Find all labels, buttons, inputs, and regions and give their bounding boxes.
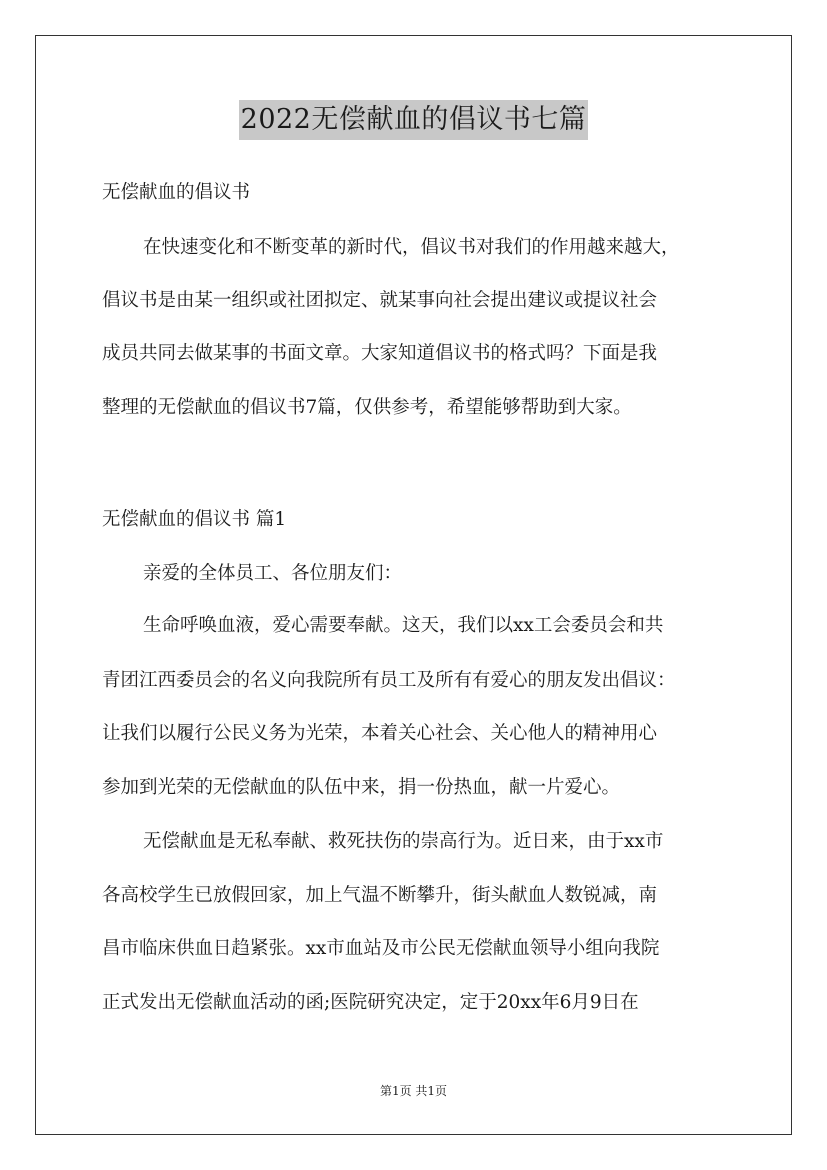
- section-heading: 无偿献血的倡议书: [102, 182, 251, 203]
- paragraph-line: 让我们以履行公民义务为光荣，本着关心社会、关心他人的精神用心: [102, 723, 658, 744]
- paragraph-line: 昌市临床供血日趋紧张。xx市血站及市公民无偿献血领导小组向我院: [102, 938, 660, 959]
- paragraph-line: 倡议书是由某一组织或社团拟定、就某事向社会提出建议或提议社会: [102, 290, 658, 311]
- document-title: 2022无偿献血的倡议书七篇: [239, 100, 589, 140]
- paragraph-line: 整理的无偿献血的倡议书7篇，仅供参考，希望能够帮助到大家。: [102, 397, 632, 418]
- paragraph-line: 青团江西委员会的名义向我院所有员工及所有有爱心的朋友发出倡议：: [102, 670, 676, 691]
- paragraph-line: 成员共同去做某事的书面文章。大家知道倡议书的格式吗？下面是我: [102, 343, 658, 364]
- paragraph-line: 正式发出无偿献血活动的函;医院研究决定，定于20xx年6月9日在: [102, 992, 639, 1013]
- paragraph-line: 参加到光荣的无偿献血的队伍中来，捐一份热血，献一片爱心。: [102, 777, 621, 798]
- paragraph-line: 在快速变化和不断变革的新时代，倡议书对我们的作用越来越大，: [143, 237, 680, 258]
- page-footer: 第1页 共1页: [379, 1084, 448, 1098]
- salutation: 亲爱的全体员工、各位朋友们：: [143, 563, 403, 584]
- title-container: [0, 100, 827, 140]
- section-heading: 无偿献血的倡议书 篇1: [102, 509, 287, 530]
- paragraph-line: 生命呼唤血液，爱心需要奉献。这天，我们以xx工会委员会和共: [143, 615, 664, 636]
- paragraph-line: 无偿献血是无私奉献、救死扶伤的崇高行为。近日来，由于xx市: [143, 831, 664, 852]
- paragraph-line: 各高校学生已放假回家，加上气温不断攀升，街头献血人数锐减，南: [102, 885, 658, 906]
